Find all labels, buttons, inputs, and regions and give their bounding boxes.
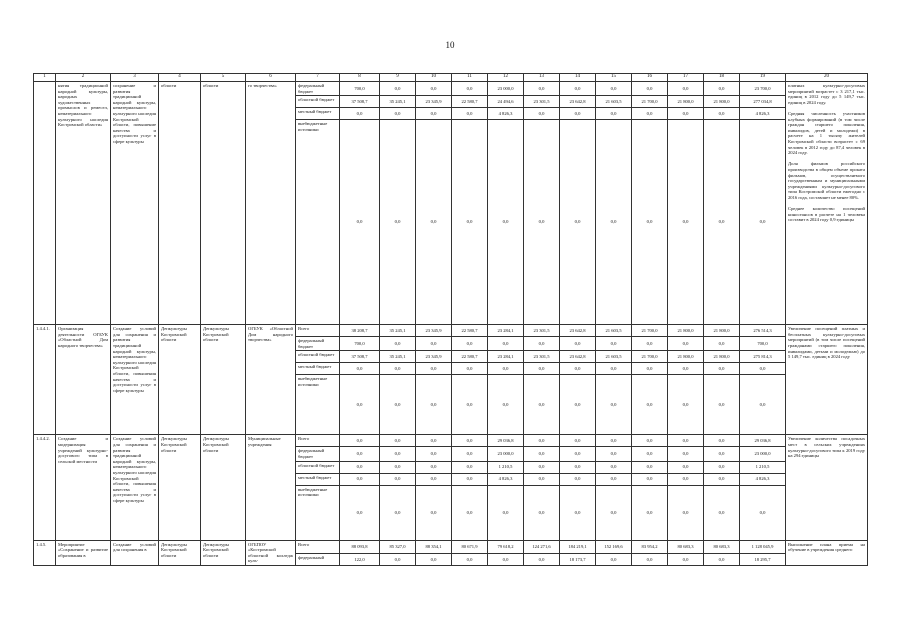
funding-value: 0,0	[632, 363, 668, 375]
column-number: 13	[524, 74, 560, 82]
measure-goal: Создание условий для сохранения и развития традиционной народной культуры, нематериального культурного наследия Костромской области, повышения качества и доступности услуг в сфере культуры	[111, 325, 159, 435]
column-number: 14	[560, 74, 596, 82]
funding-value: 0,0	[704, 375, 740, 435]
funding-value: 0,0	[340, 473, 380, 485]
funding-value: 21 800,0	[704, 96, 740, 108]
funding-value: 0,0	[452, 120, 488, 325]
funding-value: 21 700,0	[632, 96, 668, 108]
funding-value: 4 826,3	[488, 108, 524, 120]
funding-value: 0,0	[380, 375, 416, 435]
funding-value: 0,0	[596, 82, 632, 96]
funding-value: 0,0	[668, 375, 704, 435]
funding-source: внебюджетные источники	[296, 120, 340, 325]
funding-value: 0,0	[380, 435, 416, 447]
funding-source: областной бюджет	[296, 96, 340, 108]
funding-value: 0,0	[560, 473, 596, 485]
funding-value: 85 327,0	[380, 540, 416, 554]
funding-value: 0,0	[416, 108, 452, 120]
funding-value: 152 169,6	[596, 540, 632, 554]
funding-value: 0,0	[380, 461, 416, 473]
funding-value: 0,0	[380, 485, 416, 540]
funding-value: 0,0	[488, 554, 524, 566]
participant: Муниципальные учреждения	[246, 435, 296, 540]
funding-value: 0,0	[632, 337, 668, 351]
column-number: 5	[201, 74, 246, 82]
funding-value: 29 036,8	[488, 435, 524, 447]
funding-value: 1 128 045,9	[740, 540, 786, 554]
funding-source: федеральный бюджет	[296, 337, 340, 351]
funding-value: 21 700,0	[632, 351, 668, 363]
funding-value: 0,0	[596, 473, 632, 485]
funding-value: 0,0	[416, 447, 452, 461]
funding-value: 22 580,7	[452, 351, 488, 363]
funding-value: 1 210,5	[488, 461, 524, 473]
funding-value: 0,0	[668, 461, 704, 473]
funding-value: 0,0	[380, 337, 416, 351]
expected-result: Выполнение плана приема на обучение в учреждения среднего	[786, 540, 868, 565]
measure-name: Организация деятельности ОГБУК «Областной Дом народного творчества»	[56, 325, 111, 435]
funding-value: 23 301,5	[524, 96, 560, 108]
funding-value: 21 800,0	[668, 325, 704, 337]
funding-value: 0,0	[560, 375, 596, 435]
funding-value: 23 700,0	[740, 82, 786, 96]
funding-value: 0,0	[632, 435, 668, 447]
funding-value: 0,0	[452, 485, 488, 540]
funding-value: 23 345,9	[416, 351, 452, 363]
table-row	[34, 435, 868, 447]
column-number: 3	[111, 74, 159, 82]
funding-value: 21 800,0	[668, 351, 704, 363]
row-number: 1.4.5.	[34, 540, 56, 565]
coexecutor: Депкультуры Костромской области	[201, 435, 246, 540]
funding-value: 0,0	[416, 337, 452, 351]
funding-value: 35 245,1	[380, 96, 416, 108]
funding-value: 0,0	[560, 108, 596, 120]
table-row	[34, 325, 868, 337]
column-number: 6	[246, 74, 296, 82]
funding-source: областной бюджет	[296, 461, 340, 473]
program-table	[33, 73, 868, 566]
funding-value: 0,0	[416, 461, 452, 473]
funding-value: 0,0	[380, 363, 416, 375]
funding-value: 0,0	[704, 82, 740, 96]
coexecutor: области	[201, 82, 246, 325]
funding-value: 80 683,3	[704, 540, 740, 554]
funding-value: 0,0	[416, 120, 452, 325]
funding-value: 0,0	[740, 485, 786, 540]
funding-value: 23 000,0	[740, 447, 786, 461]
funding-value: 0,0	[704, 447, 740, 461]
funding-value: 35 245,1	[380, 351, 416, 363]
funding-value: 88 354,1	[416, 540, 452, 554]
column-number: 17	[668, 74, 704, 82]
funding-value: 0,0	[668, 435, 704, 447]
funding-value: 0,0	[668, 473, 704, 485]
column-number: 8	[340, 74, 380, 82]
funding-value: 23 284,1	[488, 325, 524, 337]
funding-value: 0,0	[740, 375, 786, 435]
funding-value: 1 210,5	[740, 461, 786, 473]
funding-value: 0,0	[524, 554, 560, 566]
page-number: 10	[445, 40, 455, 50]
funding-source: внебюджетные источники	[296, 375, 340, 435]
funding-value: 0,0	[488, 120, 524, 325]
funding-value: 0,0	[596, 554, 632, 566]
funding-value: 23 642,8	[560, 351, 596, 363]
funding-value: 0,0	[632, 120, 668, 325]
funding-value: 0,0	[596, 108, 632, 120]
coexecutor: Депкультуры Костромской области	[201, 325, 246, 435]
funding-value: 37 508,7	[340, 96, 380, 108]
funding-value: 0,0	[380, 108, 416, 120]
column-number: 19	[740, 74, 786, 82]
row-number	[34, 82, 56, 325]
funding-value: 0,0	[416, 485, 452, 540]
funding-value: 18 295,7	[740, 554, 786, 566]
participant: го творчества»	[246, 82, 296, 325]
funding-value: 21 800,0	[668, 96, 704, 108]
funding-value: 0,0	[340, 461, 380, 473]
funding-value: 0,0	[596, 120, 632, 325]
row-number: 1.4.4.1.	[34, 325, 56, 435]
column-number: 11	[452, 74, 488, 82]
funding-value: 700,0	[340, 82, 380, 96]
funding-value: 0,0	[668, 554, 704, 566]
responsible-executor: Депкультуры Костромской области	[159, 435, 201, 540]
funding-value: 0,0	[524, 447, 560, 461]
expected-result: Увеличение посещений платных и бесплатных культурно-досуговых мероприятий (в том числе посещений гражданами старшего поколения, инвалидами, детьми и молодежью) до 5 149,7 тыс. единиц в 2024 году	[786, 325, 868, 435]
column-number: 7	[296, 74, 340, 82]
funding-value: 0,0	[452, 461, 488, 473]
funding-value: 23 642,8	[560, 325, 596, 337]
funding-value: 0,0	[452, 447, 488, 461]
funding-value: 0,0	[416, 375, 452, 435]
funding-source: местный бюджет	[296, 473, 340, 485]
funding-value: 0,0	[524, 120, 560, 325]
funding-value: 0,0	[380, 447, 416, 461]
funding-value: 0,0	[452, 375, 488, 435]
funding-value: 0,0	[704, 337, 740, 351]
funding-value: 0,0	[740, 363, 786, 375]
funding-source: областной бюджет	[296, 351, 340, 363]
table-row	[34, 82, 868, 96]
funding-value: 0,0	[524, 108, 560, 120]
responsible-executor: области	[159, 82, 201, 325]
funding-value: 0,0	[668, 363, 704, 375]
column-number: 2	[56, 74, 111, 82]
funding-value: 0,0	[340, 375, 380, 435]
funding-value: 0,0	[488, 363, 524, 375]
column-number-row	[34, 74, 868, 82]
funding-value: 38 208,7	[340, 325, 380, 337]
funding-source: Всего	[296, 325, 340, 337]
funding-value: 23 301,5	[524, 351, 560, 363]
funding-value: 0,0	[560, 363, 596, 375]
funding-value: 0,0	[704, 108, 740, 120]
funding-value: 24 494,6	[488, 96, 524, 108]
funding-value: 22 580,7	[452, 96, 488, 108]
expected-result: Увеличение количества посадочных мест в сельских учреждениях культурно-досугового типа к 2019 году на 294 единицы	[786, 435, 868, 540]
funding-value: 0,0	[596, 363, 632, 375]
funding-value: 23 284,1	[488, 351, 524, 363]
funding-value: 0,0	[560, 337, 596, 351]
row-number: 1.4.4.2.	[34, 435, 56, 540]
funding-value: 0,0	[560, 435, 596, 447]
funding-source: Всего	[296, 435, 340, 447]
funding-value: 0,0	[668, 108, 704, 120]
funding-value: 23 301,5	[524, 325, 560, 337]
funding-value: 0,0	[632, 485, 668, 540]
funding-value: 0,0	[452, 337, 488, 351]
funding-value: 0,0	[340, 435, 380, 447]
funding-value: 0,0	[704, 363, 740, 375]
funding-value: 23 000,0	[488, 447, 524, 461]
funding-value: 23 000,0	[488, 82, 524, 96]
funding-value: 124 271,6	[524, 540, 560, 554]
expected-result: платных культурно-досуговых мероприятий возрастет с 3 217,1 тыс. единиц в 2012 году до 5 149,7 тыс. единиц в 2024 году. Средняя численность участников клубных формирований (в том числе граждан старшего поколения, инвалидов, детей и молодежи) в расчете на 1 тысячу жителей Костромской области возрастет с 69 человек в 2012 году до 87,4 человек в 2024 году. Доля фильмов российского производства в общем объеме проката фильмов, осуществляемого государственным и муниципальными учреждениями культурно-досугового типа Костромской области ежегодно с 2016 года, составляет не менее 80%. Среднее количество посещений киносеансов в расчете на 1 человека составит в 2024 году 0,9 единицы	[786, 82, 868, 325]
funding-value: 0,0	[524, 461, 560, 473]
funding-value: 0,0	[560, 447, 596, 461]
funding-value: 21 603,5	[596, 351, 632, 363]
funding-value: 80 671,9	[452, 540, 488, 554]
funding-value: 21 603,5	[596, 96, 632, 108]
funding-value: 21 700,0	[632, 325, 668, 337]
funding-value: 0,0	[596, 485, 632, 540]
column-number: 10	[416, 74, 452, 82]
measure-goal: Создание условий для сохранения в	[111, 540, 159, 565]
funding-value: 0,0	[524, 82, 560, 96]
funding-source: местный бюджет	[296, 108, 340, 120]
column-number: 16	[632, 74, 668, 82]
funding-value: 4 826,3	[488, 473, 524, 485]
funding-value: 0,0	[560, 82, 596, 96]
funding-value: 0,0	[452, 82, 488, 96]
funding-value: 0,0	[632, 554, 668, 566]
funding-value: 0,0	[416, 554, 452, 566]
funding-value: 0,0	[524, 363, 560, 375]
funding-value: 0,0	[560, 120, 596, 325]
funding-value: 0,0	[488, 485, 524, 540]
funding-value: 0,0	[668, 82, 704, 96]
funding-value: 0,0	[632, 447, 668, 461]
funding-value: 0,0	[704, 473, 740, 485]
funding-value: 0,0	[416, 435, 452, 447]
funding-value: 4 826,3	[740, 473, 786, 485]
funding-value: 80 683,3	[668, 540, 704, 554]
funding-value: 0,0	[668, 447, 704, 461]
funding-value: 0,0	[416, 473, 452, 485]
column-number: 12	[488, 74, 524, 82]
funding-value: 0,0	[380, 120, 416, 325]
measure-name: нятия традиционной народной культуры, народных художественных промыслов и ремесел, нематериального культурного наследия Костромской области»	[56, 82, 111, 325]
funding-value: 0,0	[452, 473, 488, 485]
funding-value: 0,0	[668, 337, 704, 351]
participant: ОГБПОУ «Костромской областной колледж куль-	[246, 540, 296, 565]
funding-value: 0,0	[704, 120, 740, 325]
funding-value: 0,0	[524, 473, 560, 485]
column-number: 15	[596, 74, 632, 82]
funding-value: 0,0	[340, 120, 380, 325]
funding-value: 0,0	[340, 363, 380, 375]
column-number: 18	[704, 74, 740, 82]
measure-goal: Создание условий для сохранения и развития традиционной народной культуры, нематериального культурного наследия Костромской области, повышения качества и доступности услуг в сфере культуры	[111, 435, 159, 540]
funding-value: 23 642,8	[560, 96, 596, 108]
funding-value: 0,0	[632, 375, 668, 435]
funding-value: 4 826,3	[740, 108, 786, 120]
funding-value: 23 345,9	[416, 325, 452, 337]
funding-value: 0,0	[340, 447, 380, 461]
funding-value: 21 800,0	[704, 351, 740, 363]
funding-value: 277 034,8	[740, 96, 786, 108]
funding-value: 21 800,0	[704, 325, 740, 337]
funding-value: 0,0	[416, 82, 452, 96]
funding-value: 23 345,9	[416, 96, 452, 108]
column-number: 4	[159, 74, 201, 82]
funding-value: 0,0	[596, 447, 632, 461]
program-table-frame	[33, 73, 868, 633]
funding-value: 0,0	[632, 473, 668, 485]
funding-value: 29 036,8	[740, 435, 786, 447]
funding-value: 35 245,1	[380, 325, 416, 337]
funding-value: 0,0	[452, 108, 488, 120]
funding-value: 0,0	[524, 375, 560, 435]
measure-goal: сохранение и развития традиционной народной культуры, нематериального культурного наследия Костромской области, повышение качества и доступности услуг в сфере культуры	[111, 82, 159, 325]
funding-value: 21 603,5	[596, 325, 632, 337]
funding-value: 0,0	[452, 554, 488, 566]
funding-value: 0,0	[524, 337, 560, 351]
funding-value: 0,0	[632, 108, 668, 120]
funding-value: 0,0	[740, 120, 786, 325]
funding-source: местный бюджет	[296, 363, 340, 375]
funding-value: 122,0	[340, 554, 380, 566]
column-number: 1	[34, 74, 56, 82]
funding-value: 0,0	[704, 461, 740, 473]
funding-value: 18 173,7	[560, 554, 596, 566]
column-number: 20	[786, 74, 868, 82]
funding-source: федеральный бюджет	[296, 447, 340, 461]
funding-value: 88 093,8	[340, 540, 380, 554]
funding-value: 275 814,3	[740, 351, 786, 363]
table-row	[34, 540, 868, 554]
measure-name: Мероприятие «Сохранение и развитие образования в	[56, 540, 111, 565]
funding-value: 0,0	[632, 82, 668, 96]
funding-value: 0,0	[596, 435, 632, 447]
funding-source: внебюджетные источники	[296, 485, 340, 540]
funding-value: 0,0	[380, 554, 416, 566]
funding-value: 0,0	[704, 554, 740, 566]
funding-value: 0,0	[416, 363, 452, 375]
funding-value: 0,0	[596, 375, 632, 435]
funding-value: 0,0	[704, 485, 740, 540]
funding-value: 0,0	[380, 473, 416, 485]
coexecutor: Депкультуры Костромской области	[201, 540, 246, 565]
funding-source: федеральный бюджет	[296, 82, 340, 96]
funding-value: 0,0	[668, 120, 704, 325]
funding-value: 0,0	[524, 435, 560, 447]
funding-value: 0,0	[452, 363, 488, 375]
measure-name: Создание и модернизация учреждений культурно-досугового типа в сельской местности	[56, 435, 111, 540]
responsible-executor: Депкультуры Костромской области	[159, 325, 201, 435]
funding-value: 0,0	[632, 461, 668, 473]
funding-value: 0,0	[488, 375, 524, 435]
funding-value: 700,0	[740, 337, 786, 351]
funding-value: 0,0	[524, 485, 560, 540]
funding-value: 0,0	[596, 461, 632, 473]
funding-value: 83 954,2	[632, 540, 668, 554]
column-number: 9	[380, 74, 416, 82]
funding-value: 0,0	[340, 108, 380, 120]
funding-source: Всего	[296, 540, 340, 554]
funding-value: 0,0	[340, 485, 380, 540]
funding-source: федеральный	[296, 554, 340, 566]
funding-value: 22 580,7	[452, 325, 488, 337]
funding-value: 0,0	[380, 82, 416, 96]
funding-value: 700,0	[340, 337, 380, 351]
funding-value: 0,0	[452, 435, 488, 447]
funding-value: 184 219,1	[560, 540, 596, 554]
funding-value: 0,0	[488, 337, 524, 351]
funding-value: 0,0	[560, 461, 596, 473]
funding-value: 0,0	[596, 337, 632, 351]
funding-value: 0,0	[704, 435, 740, 447]
funding-value: 79 618,2	[488, 540, 524, 554]
participant: ОГБУК «Областной Дом народного творчества»	[246, 325, 296, 435]
funding-value: 0,0	[668, 485, 704, 540]
funding-value: 0,0	[560, 485, 596, 540]
responsible-executor: Депкультуры Костромской области	[159, 540, 201, 565]
funding-value: 276 514,3	[740, 325, 786, 337]
funding-value: 37 508,7	[340, 351, 380, 363]
